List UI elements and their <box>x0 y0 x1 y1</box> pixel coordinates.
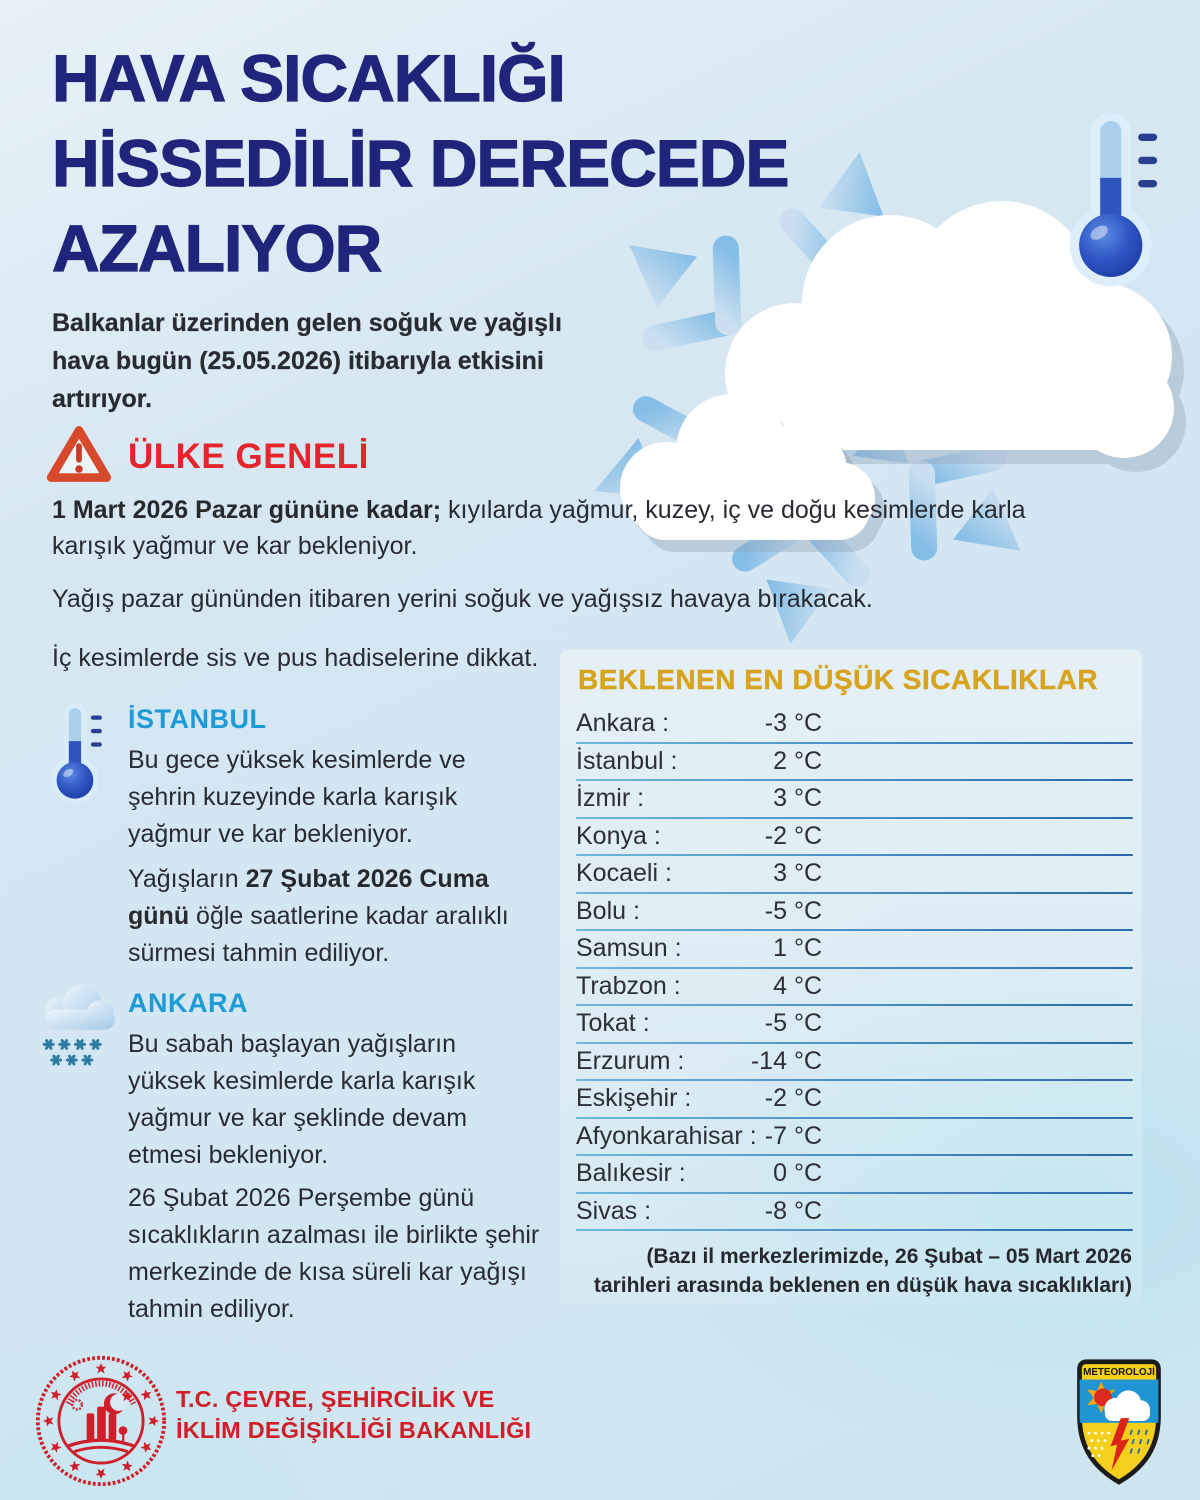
temperature-value: -2 °C <box>764 1084 822 1112</box>
city-label: Erzurum : <box>576 1046 685 1075</box>
table-row <box>576 1046 1133 1084</box>
city-label: Ankara : <box>576 709 670 737</box>
table-row <box>576 896 1133 934</box>
ankara-paragraph-1: Bu sabah başlayan yağışların yüksek kesimlerde karla karışık yağmur ve kar şeklinde devam etmesi bekleniyor. <box>128 1030 476 1169</box>
table-row <box>576 708 1133 746</box>
ankara-heading: ANKARA <box>128 988 248 1018</box>
country-section-header <box>46 424 369 484</box>
table-row <box>576 933 1133 971</box>
table-row <box>576 1083 1133 1121</box>
paragraph-text: kıyılarda yağmur, kuzey, iç ve doğu kesimlerde karla karışık yağmur ve kar bekleniyor. <box>52 496 1026 560</box>
table-row <box>576 1121 1133 1159</box>
ministry-name-line: T.C. ÇEVRE, ŞEHİRCİLİK VE <box>176 1386 495 1412</box>
temperature-value: -5 °C <box>764 896 822 925</box>
table-row <box>576 783 1133 821</box>
table-row <box>576 1196 1133 1234</box>
temperature-value: -14 °C <box>750 1046 822 1075</box>
city-label: Eskişehir : <box>576 1084 692 1112</box>
table-row <box>576 1158 1133 1196</box>
temperature-value: -3 °C <box>764 709 822 737</box>
meteorology-shield <box>1072 1348 1166 1492</box>
intro-text: Balkanlar üzerinden gelen soğuk ve yağışlı hava bugün (25.05.2026) itibarıyla etkisini artırıyor. <box>52 309 562 413</box>
ministry-name-line: İKLİM DEĞİŞİKLİĞİ BAKANLIĞI <box>176 1417 532 1443</box>
country-paragraph-3: İç kesimlerde sis ve pus hadiselerine dikkat. <box>52 644 539 672</box>
istanbul-paragraph-1: Bu gece yüksek kesimlerde ve şehrin kuzeyinde karla karışık yağmur ve kar bekleniyor. <box>128 746 466 848</box>
temperature-value: 4 °C <box>773 971 822 1000</box>
ministry-emblem <box>34 1354 168 1488</box>
temperature-value: -7 °C <box>764 1121 822 1150</box>
table-row <box>576 858 1133 896</box>
date-emphasis: 1 Mart 2026 Pazar gününe kadar; <box>52 496 442 524</box>
city-label: Samsun : <box>576 934 682 962</box>
ankara-paragraph-2: 26 Şubat 2026 Perşembe günü sıcaklıkların azalması ile birlikte şehir merkezinde de kısa süreli kar yağışı tahmin ediliyor. <box>128 1184 540 1323</box>
table-row <box>576 746 1133 784</box>
snow-cloud-icon <box>34 980 126 1072</box>
title-line: HAVA SICAKLIĞI <box>52 41 565 115</box>
city-label: Balıkesir : <box>576 1159 686 1187</box>
page-title <box>52 36 788 291</box>
country-paragraph-2: Yağış pazar gününden itibaren yerini soğuk ve yağışsız havaya bırakacak. <box>52 585 873 613</box>
table-row <box>576 971 1133 1009</box>
date-emphasis: 27 Şubat 2026 Cuma günü <box>128 865 489 930</box>
title-line: AZALIYOR <box>52 211 382 285</box>
istanbul-heading: İSTANBUL <box>128 704 267 734</box>
temperature-value: -5 °C <box>764 1009 822 1037</box>
paragraph-text: öğle saatlerine kadar aralıklı sürmesi tahmin ediliyor. <box>128 902 509 967</box>
city-label: Sivas : <box>576 1196 652 1225</box>
ministry-name <box>176 1384 531 1446</box>
table-row <box>576 821 1133 859</box>
warning-icon <box>46 424 112 484</box>
table-footnote: (Bazı il merkezlerimizde, 26 Şubat – 05 Mart 2026 tarihleri arasında beklenen en düşük hava sıcaklıkları) <box>593 1245 1132 1297</box>
country-section-title: ÜLKE GENELİ <box>128 437 369 476</box>
city-label: Bolu : <box>576 896 640 925</box>
title-line: HİSSEDİLİR DERECEDE <box>52 126 789 200</box>
meteorology-label: METEOROLOJİ <box>1083 1366 1155 1378</box>
table-title: BEKLENEN EN DÜŞÜK SICAKLIKLAR <box>578 664 1099 695</box>
city-label: Trabzon : <box>576 971 681 1000</box>
paragraph-text: Yağışların <box>128 865 246 893</box>
city-label: Konya : <box>576 821 661 850</box>
thermometer-icon <box>1058 110 1174 290</box>
temperature-value: -2 °C <box>764 821 822 850</box>
city-label: İstanbul : <box>576 746 678 775</box>
temperature-value: 3 °C <box>773 784 822 812</box>
istanbul-paragraph-2 <box>128 861 538 972</box>
city-label: İzmir : <box>576 784 645 812</box>
city-label: Afyonkarahisar : <box>576 1121 757 1150</box>
city-label: Tokat : <box>576 1009 650 1037</box>
table-row <box>576 1008 1133 1046</box>
city-label: Kocaeli : <box>576 859 672 887</box>
temperature-value: 2 °C <box>773 746 822 775</box>
temperature-value: 0 °C <box>773 1159 822 1187</box>
temperature-value: 1 °C <box>773 934 822 962</box>
temperature-value: 3 °C <box>773 859 822 887</box>
country-paragraph-1 <box>52 492 1062 564</box>
temperature-table <box>576 708 1133 1233</box>
temperature-table-card <box>560 650 1142 1305</box>
thermometer-icon <box>44 702 112 806</box>
temperature-value: -8 °C <box>764 1196 822 1225</box>
